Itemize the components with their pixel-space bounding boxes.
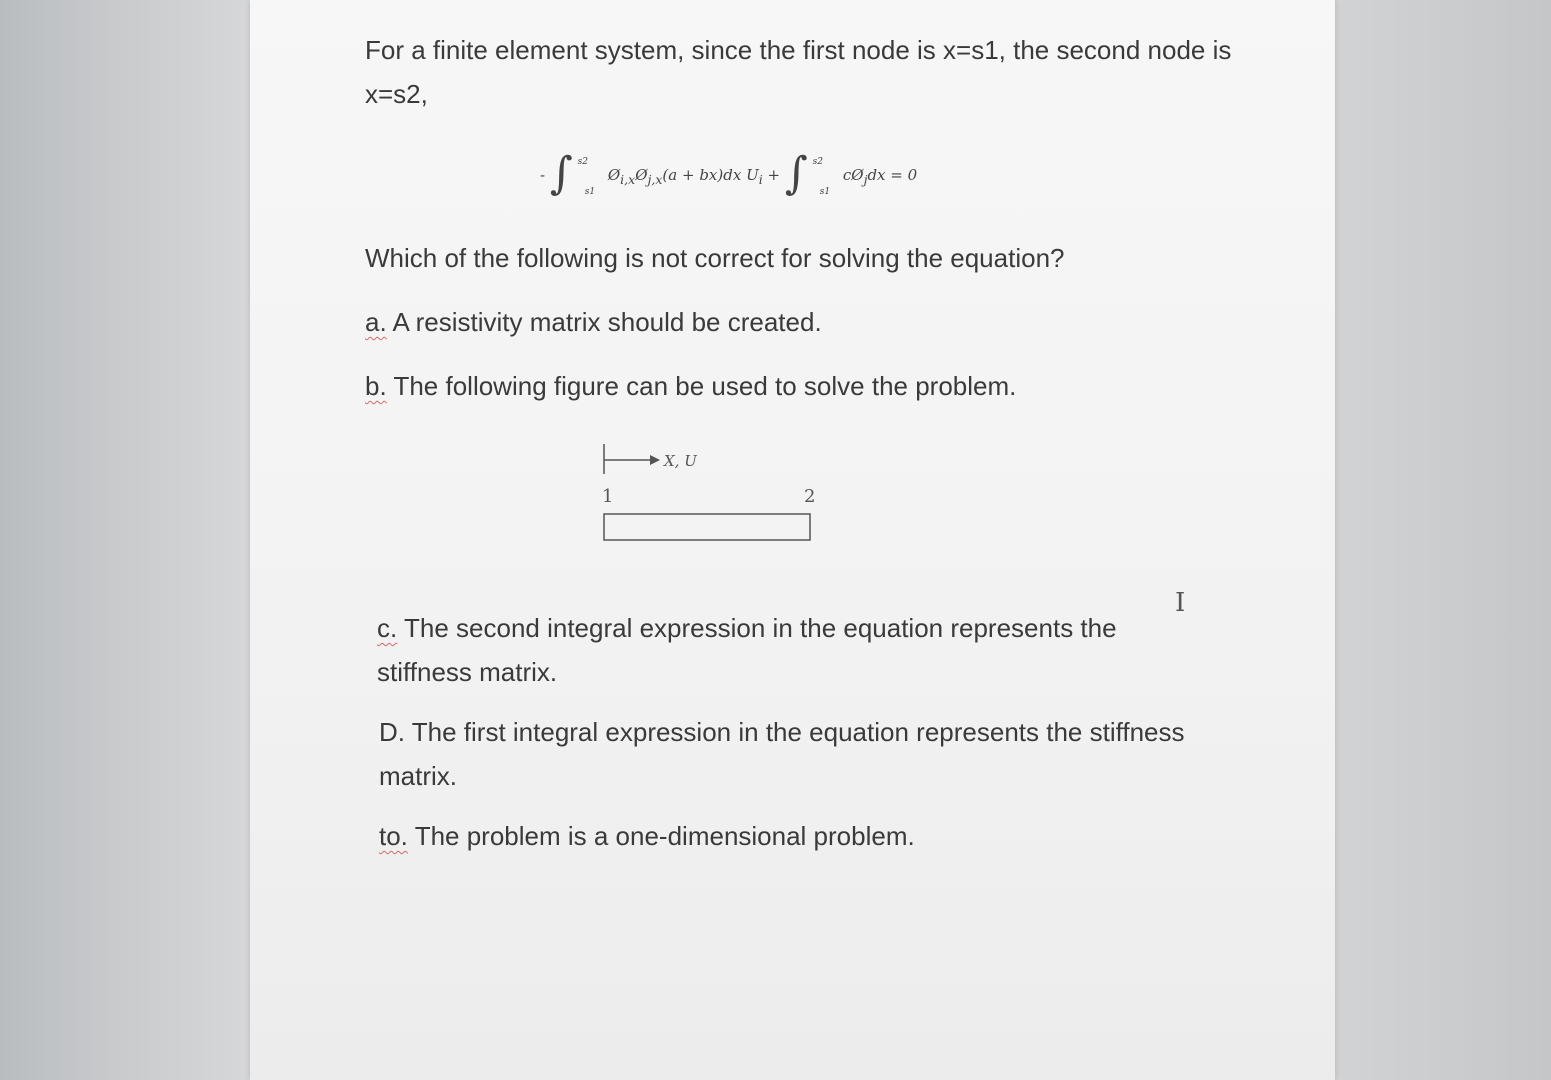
integral-sign-2: ∫ — [784, 148, 808, 199]
option-d-label: D. — [379, 717, 405, 747]
integral2-lower: s1 — [819, 187, 831, 197]
integrand2: cØ — [842, 166, 864, 184]
eq-sign: - — [540, 166, 546, 184]
figure-arrow-head-icon — [650, 455, 660, 465]
question-prompt — [365, 236, 1065, 280]
option-b-label: b. — [365, 371, 387, 401]
figure-node-2: 2 — [804, 486, 816, 507]
integrand1-tail: (a + bx)dx U — [662, 166, 759, 184]
option-a[interactable] — [365, 300, 822, 344]
document-page — [250, 0, 1335, 1080]
option-a-label: a. — [365, 307, 387, 337]
option-c-text: The second integral expression in the equation represents the stiffness matrix. — [377, 613, 1117, 687]
figure-axis-label: X, U — [664, 452, 697, 470]
option-c[interactable] — [377, 606, 1197, 694]
eq-plus: + — [767, 166, 781, 184]
option-e-label: to. — [379, 821, 408, 851]
text-cursor-icon: I — [1175, 588, 1186, 618]
option-a-text: A resistivity matrix should be created. — [392, 307, 822, 337]
option-e-text: The problem is a one-dimensional problem. — [414, 821, 915, 851]
element-figure — [590, 440, 830, 550]
option-e[interactable] — [379, 814, 915, 858]
integrand1-phi2: Ø — [635, 166, 648, 184]
option-b-text: The following figure can be used to solve the problem. — [393, 371, 1017, 401]
prompt-text: Which of the following is not correct for solving the equation? — [365, 243, 1065, 273]
integral1-upper: s2 — [577, 157, 588, 167]
integral1-lower: s1 — [584, 187, 596, 197]
option-d[interactable] — [379, 710, 1199, 798]
integrand2-tail: dx = 0 — [867, 166, 918, 184]
integrand2-sub: j — [863, 172, 868, 187]
option-d-text: The first integral expression in the equation represents the stiffness matrix. — [379, 717, 1185, 791]
integrand1-sub1: i,x — [620, 172, 636, 187]
option-c-label: c. — [377, 613, 398, 643]
question-intro — [365, 28, 1245, 116]
equation — [540, 140, 917, 204]
integral2-upper: s2 — [812, 157, 823, 167]
integrand1-sub3: i — [758, 172, 763, 187]
integral-sign-1: ∫ — [549, 148, 573, 199]
intro-text: For a finite element system, since the first node is x=s1, the second node is x=s2, — [365, 35, 1232, 109]
integrand1-sub2: j,x — [647, 172, 663, 187]
integrand1-phi: Ø — [607, 166, 621, 184]
figure-element-bar — [604, 514, 810, 540]
figure-node-1: 1 — [602, 486, 614, 507]
option-b[interactable] — [365, 364, 1016, 408]
